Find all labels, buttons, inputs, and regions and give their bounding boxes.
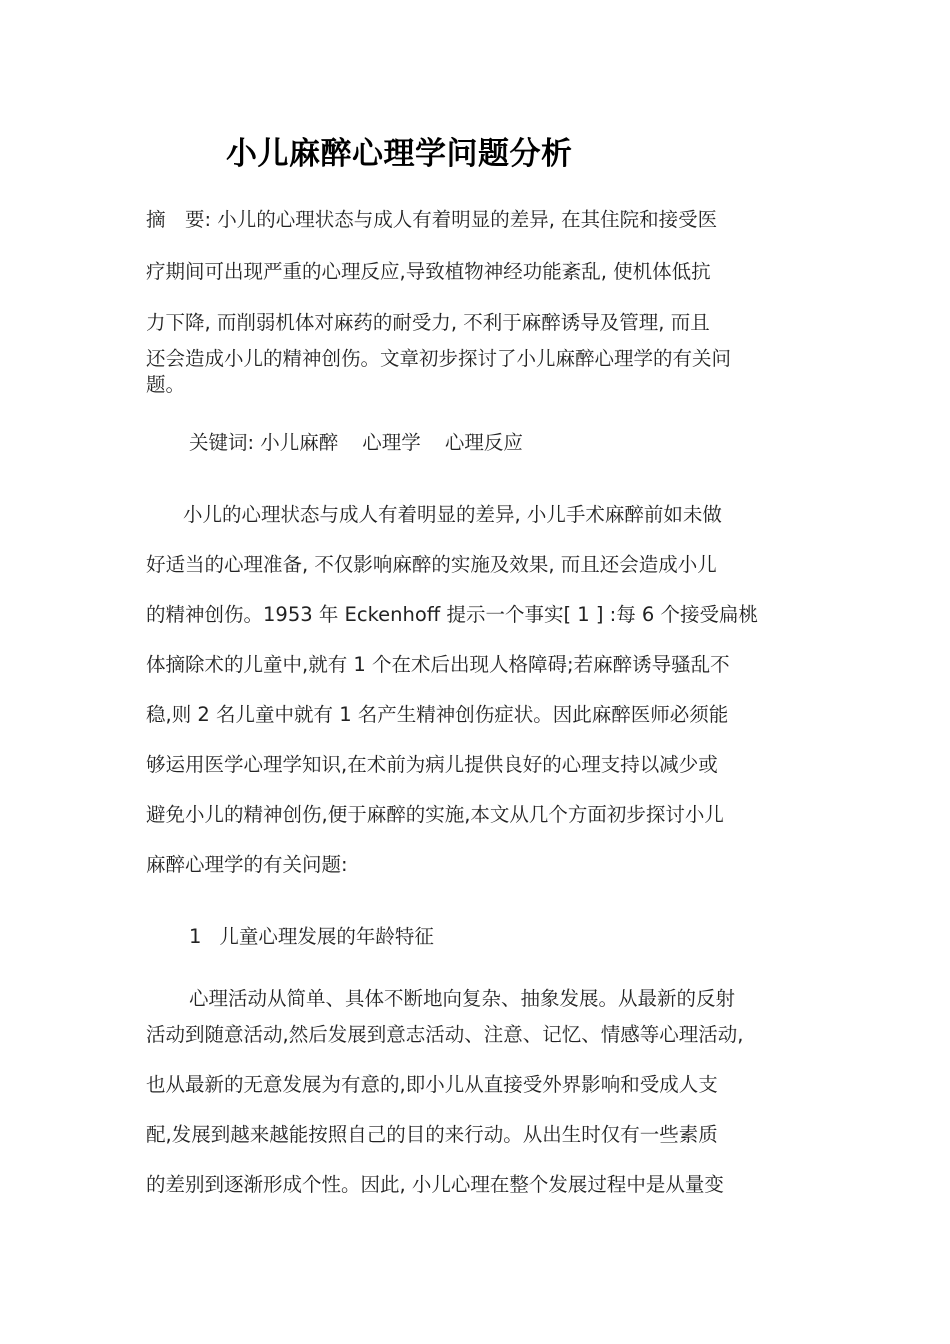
section-heading bbox=[189, 927, 434, 947]
section-line-3: 也从最新的无意发展为有意的,即小儿从直接受外界影响和受成人支 bbox=[146, 1073, 718, 1096]
intro-line-1: 小儿的心理状态与成人有着明显的差异, 小儿手术麻醉前如未做 bbox=[183, 503, 722, 526]
section-line-2: 活动到随意活动,然后发展到意志活动、注意、记忆、情感等心理活动, bbox=[146, 1023, 744, 1046]
intro-line-2: 好适当的心理准备, 不仅影响麻醉的实施及效果, 而且还会造成小儿 bbox=[146, 553, 717, 576]
abstract-line-2: 疗期间可出现严重的心理反应,导致植物神经功能紊乱, 使机体低抗 bbox=[146, 260, 711, 283]
keyword-item: 小儿麻醉 bbox=[260, 431, 339, 454]
document-title: 小儿麻醉心理学问题分析 bbox=[226, 136, 573, 172]
section-line-5: 的差别到逐渐形成个性。因此, 小儿心理在整个发展过程中是从量变 bbox=[146, 1173, 724, 1196]
abstract-line-3: 力下降, 而削弱机体对麻药的耐受力, 不利于麻醉诱导及管理, 而且 bbox=[146, 311, 710, 334]
keywords-label: 关键词: bbox=[189, 431, 255, 454]
intro-line-8: 麻醉心理学的有关问题: bbox=[146, 853, 348, 876]
abstract-line-1 bbox=[146, 210, 717, 230]
abstract-line-5: 题。 bbox=[146, 373, 186, 396]
keyword-item: 心理学 bbox=[362, 431, 421, 454]
section-number: 1 bbox=[189, 925, 202, 948]
abstract-label: 摘 要: bbox=[146, 208, 212, 231]
section-title: 儿童心理发展的年龄特征 bbox=[219, 925, 434, 948]
intro-line-7: 避免小儿的精神创伤,便于麻醉的实施,本文从几个方面初步探讨小儿 bbox=[146, 803, 724, 826]
intro-line-4: 体摘除术的儿童中,就有 1 个在术后出现人格障碍;若麻醉诱导骚乱不 bbox=[146, 653, 730, 676]
section-line-1: 心理活动从简单、具体不断地向复杂、抽象发展。从最新的反射 bbox=[189, 987, 736, 1010]
abstract-line-4: 还会造成小儿的精神创伤。文章初步探讨了小儿麻醉心理学的有关问 bbox=[146, 347, 732, 370]
keywords-line bbox=[189, 433, 523, 453]
section-line-4: 配,发展到越来越能按照自己的目的来行动。从出生时仅有一些素质 bbox=[146, 1123, 718, 1146]
intro-line-5: 稳,则 2 名儿童中就有 1 名产生精神创伤症状。因此麻醉医师必须能 bbox=[146, 703, 729, 726]
intro-line-6: 够运用医学心理学知识,在术前为病儿提供良好的心理支持以减少或 bbox=[146, 753, 718, 776]
abstract-text: 小儿的心理状态与成人有着明显的差异, 在其住院和接受医 bbox=[211, 208, 718, 231]
intro-line-3: 的精神创伤。1953 年 Eckenhoff 提示一个事实[ 1 ] :每 6 个接受扁桃 bbox=[146, 603, 759, 626]
keyword-item: 心理反应 bbox=[444, 431, 523, 454]
